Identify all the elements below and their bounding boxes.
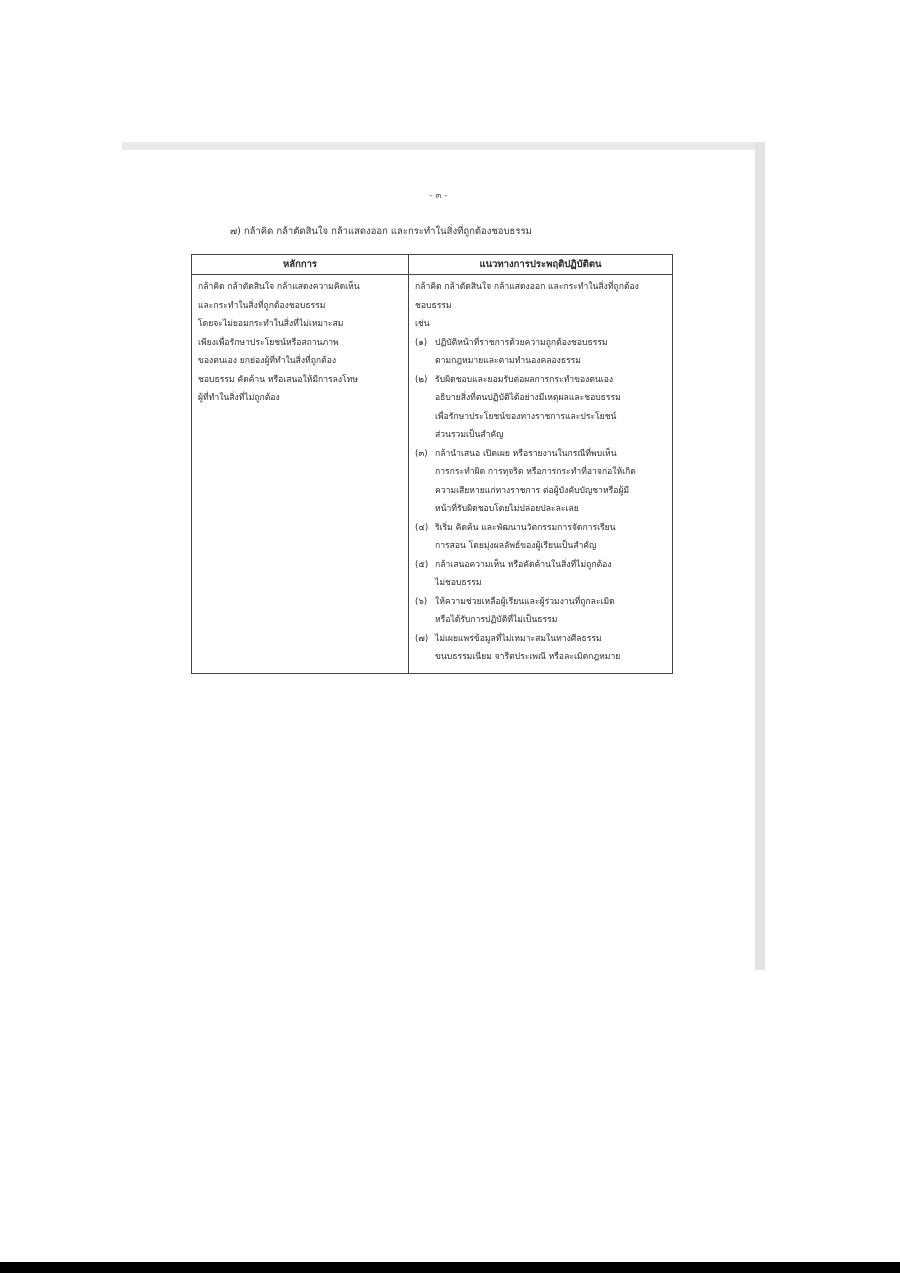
guideline-item: [415, 519, 666, 556]
page-number: - ๓ -: [429, 191, 448, 201]
guideline-cell: [409, 275, 673, 674]
section-heading: ๗) กล้าคิด กล้าตัดสินใจ กล้าแสดงออก และกระทำในสิ่งที่ถูกต้องชอบธรรม: [230, 226, 532, 237]
principles-table: [191, 254, 673, 674]
item-text: กล้าเสนอความเห็น หรือคัดค้านในสิ่งที่ไม่ถูกต้อง ไม่ชอบธรรม: [435, 559, 612, 588]
principle-text: กล้าคิด กล้าตัดสินใจ กล้าแสดงความคิดเห็น และกระทำในสิ่งที่ถูกต้องชอบธรรม โดยจะไม่ยอมกระทำในสิ่งที่ไม่เหมาะสม เพียงเพื่อรักษาประโยชน์หรือสถานภาพ ของตนเอง ยกย่องผู้ที่ทำในสิ่งที่ถูกต้อง ชอบธรรม คัดค้าน หรือเสนอให้มีการลงโทษ ผู้ที่ทำในสิ่งที่ไม่ถูกต้อง: [198, 282, 360, 403]
item-number: (๑): [415, 337, 428, 348]
item-text: ริเริ่ม คิดค้น และพัฒนานวัตกรรมการจัดการเรียน การสอน โดยมุ่งผลลัพธ์ของผู้เรียนเป็นสำคัญ: [435, 522, 616, 551]
guideline-item: [415, 334, 666, 371]
guideline-item: [415, 593, 666, 630]
table-header-row: [192, 255, 673, 275]
item-number: (๗): [415, 633, 429, 644]
item-text: รับผิดชอบและยอมรับต่อผลการกระทำของตนเอง อธิบายสิ่งที่ตนปฏิบัติได้อย่างมีเหตุผลและชอบธรรม เพื่อรักษาประโยชน์ของทางราชการและประโยชน์ ส่วนรวมเป็นสำคัญ: [435, 374, 621, 440]
guideline-item: [415, 371, 666, 445]
principle-cell: [192, 275, 409, 674]
guideline-item: [415, 630, 666, 667]
bottom-bar: [0, 1262, 900, 1273]
guideline-item: [415, 445, 666, 519]
item-number: (๖): [415, 596, 428, 607]
item-number: (๕): [415, 559, 429, 570]
page-edge-top: [122, 142, 765, 150]
item-text: ให้ความช่วยเหลือผู้เรียนและผู้ร่วมงานที่ถูกละเมิด หรือได้รับการปฏิบัติที่ไม่เป็นธรรม: [435, 596, 615, 625]
item-number: (๓): [415, 448, 428, 459]
table-row: [192, 275, 673, 674]
guideline-intro: กล้าคิด กล้าตัดสินใจ กล้าแสดงออก และกระทำในสิ่งที่ถูกต้อง ชอบธรรม เช่น: [415, 282, 639, 329]
document-page: [122, 150, 755, 970]
item-text: ปฏิบัติหน้าที่ราชการด้วยความถูกต้องชอบธรรม ตามกฎหมายและตามทำนองคลองธรรม: [435, 337, 608, 366]
header-guideline: แนวทางการประพฤติปฏิบัติตน: [409, 255, 673, 275]
header-principle: หลักการ: [192, 255, 409, 275]
item-number: (๔): [415, 522, 429, 533]
item-number: (๒): [415, 374, 428, 385]
page-edge-right: [755, 142, 765, 970]
guideline-item: [415, 556, 666, 593]
item-text: กล้านำเสนอ เปิดเผย หรือรายงานในกรณีที่พบเห็น การกระทำผิด การทุจริต หรือการกระทำที่อาจก่อให้เกิด ความเสียหายแก่ทางราชการ ต่อผู้บังคับบัญชาหรือผู้มี หน้าที่รับผิดชอบโดยไม่ปล่อยปละละเลย: [435, 448, 636, 514]
item-text: ไม่เผยแพร่ข้อมูลที่ไม่เหมาะสมในทางศีลธรรม ขนบธรรมเนียม จารีตประเพณี หรือละเมิดกฎหมาย: [435, 633, 621, 662]
